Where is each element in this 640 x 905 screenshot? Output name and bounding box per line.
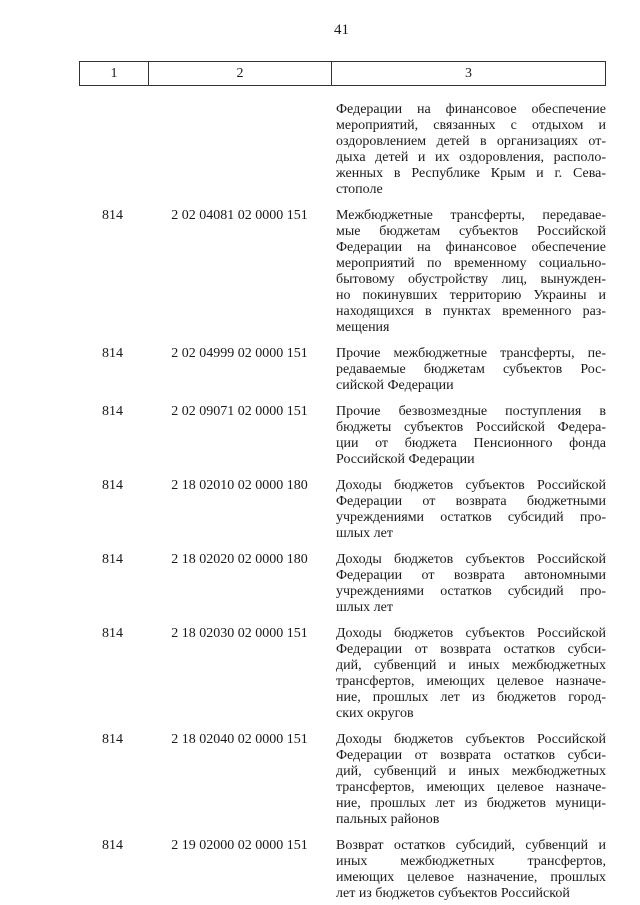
column-header-3: 3: [465, 65, 472, 81]
description-line: мые бюджетам субъектов Российской: [336, 224, 606, 239]
admin-code: 814: [102, 208, 123, 223]
description-line: Федерации от возврата остатков субси-: [336, 748, 606, 763]
description-line: дий, субвенций и иных межбюджетных: [336, 658, 606, 673]
budget-classification-code: 2 18 02020 02 0000 180: [171, 552, 308, 567]
table-row: [79, 552, 606, 616]
description-line: лет из бюджетов субъектов Российской: [336, 886, 570, 901]
budget-classification-code: 2 02 04999 02 0000 151: [171, 346, 308, 361]
description-line: женных в Республике Крым и г. Сева-: [336, 166, 606, 181]
description-line: бюджеты субъектов Российской Федера-: [336, 420, 606, 435]
budget-classification-code: [148, 102, 331, 198]
description-line: трансфертов, имеющих целевое назначе-: [336, 674, 606, 689]
description-line: Доходы бюджетов субъектов Российской: [336, 626, 606, 641]
budget-classification-code: 2 02 09071 02 0000 151: [171, 404, 308, 419]
income-description: [331, 552, 606, 616]
description-line: ние, прошлых лет из бюджетов муници-: [336, 796, 606, 811]
description-line: Доходы бюджетов субъектов Российской: [336, 732, 606, 747]
table-body: [79, 92, 606, 902]
description-line: ских округов: [336, 706, 414, 721]
table-row: [79, 478, 606, 542]
table-row: [79, 838, 606, 902]
admin-code: 814: [102, 552, 123, 567]
column-header-1: 1: [80, 62, 149, 85]
description-line: мещения: [336, 320, 390, 335]
table-row: [79, 346, 606, 394]
page-number: 41: [334, 22, 349, 38]
income-description: [331, 102, 606, 198]
income-description: [331, 478, 606, 542]
budget-classification-code: 2 18 02010 02 0000 180: [171, 478, 308, 493]
table-row: [79, 626, 606, 722]
description-line: Федерации от возврата бюджетными: [336, 494, 606, 509]
description-line: Возврат остатков субсидий, субвенций и: [336, 838, 606, 853]
admin-code: 814: [102, 478, 123, 493]
description-line: имеющих целевое назначение, прошлых: [336, 870, 606, 885]
admin-code: 814: [102, 838, 123, 853]
description-line: учреждениями остатков субсидий про-: [336, 510, 606, 525]
budget-classification-code: 2 02 04081 02 0000 151: [171, 208, 308, 223]
description-line: иных межбюджетных трансфертов,: [336, 854, 606, 869]
admin-code: 814: [102, 346, 123, 361]
admin-code: [79, 102, 148, 198]
description-line: бытовому обустройству лиц, вынужден-: [336, 272, 606, 287]
description-line: Федерации от возврата остатков субси-: [336, 642, 606, 657]
table-header: [79, 61, 606, 86]
description-line: Прочие межбюджетные трансферты, пе-: [336, 346, 606, 361]
column-header-2: 2: [149, 62, 332, 85]
description-line: оздоровлением детей в организациях от-: [336, 134, 606, 149]
income-description: [331, 346, 606, 394]
income-description: [331, 732, 606, 828]
income-description: [331, 404, 606, 468]
description-line: трансфертов, имеющих целевое назначе-: [336, 780, 606, 795]
description-line: сийской Федерации: [336, 378, 454, 393]
description-line: шлых лет: [336, 526, 393, 541]
description-line: но покинувших территорию Украины и: [336, 288, 606, 303]
admin-code: 814: [102, 626, 123, 641]
income-description: [331, 208, 606, 336]
income-description: [331, 838, 606, 902]
table-row: [79, 102, 606, 198]
description-line: Доходы бюджетов субъектов Российской: [336, 552, 606, 567]
description-line: Федерации от возврата автономными: [336, 568, 606, 583]
description-line: мероприятий, связанных с отдыхом и: [336, 118, 606, 133]
description-line: находящихся в пунктах временного раз-: [336, 304, 606, 319]
description-line: ции от бюджета Пенсионного фонда: [336, 436, 606, 451]
description-line: Федерации на финансовое обеспечение: [336, 240, 606, 255]
description-line: Российской Федерации: [336, 452, 475, 467]
admin-code: 814: [102, 732, 123, 747]
description-line: дий, субвенций и иных межбюджетных: [336, 764, 606, 779]
description-line: шлых лет: [336, 600, 393, 615]
description-line: ние, прошлых лет из бюджетов город-: [336, 690, 606, 705]
description-line: редаваемые бюджетам субъектов Рос-: [336, 362, 606, 377]
description-line: Доходы бюджетов субъектов Российской: [336, 478, 606, 493]
table-row: [79, 732, 606, 828]
admin-code: 814: [102, 404, 123, 419]
description-line: пальных районов: [336, 812, 440, 827]
description-line: учреждениями остатков субсидий про-: [336, 584, 606, 599]
description-line: Прочие безвозмездные поступления в: [336, 404, 606, 419]
description-line: стополе: [336, 182, 383, 197]
description-line: Межбюджетные трансферты, передавае-: [336, 208, 606, 223]
table-row: [79, 404, 606, 468]
income-description: [331, 626, 606, 722]
description-line: мероприятий по временному социально-: [336, 256, 606, 271]
table-row: [79, 208, 606, 336]
description-line: дыха детей и их оздоровления, располо-: [336, 150, 606, 165]
description-line: Федерации на финансовое обеспечение: [336, 102, 606, 117]
budget-classification-code: 2 18 02030 02 0000 151: [171, 626, 308, 641]
budget-classification-code: 2 19 02000 02 0000 151: [171, 838, 308, 853]
budget-classification-code: 2 18 02040 02 0000 151: [171, 732, 308, 747]
